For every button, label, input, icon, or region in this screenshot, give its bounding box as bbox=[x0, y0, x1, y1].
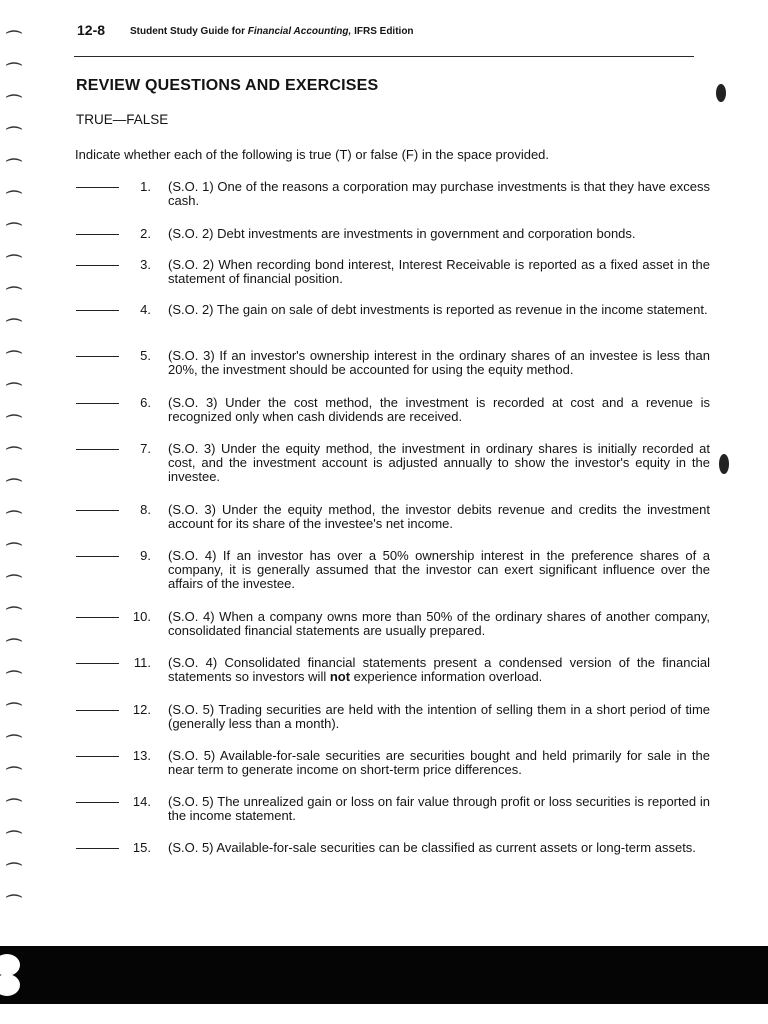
question-text: (S.O. 5) Trading securities are held with the intention of selling them in a short period of time (generally less than a month). bbox=[168, 702, 710, 731]
question-item bbox=[74, 656, 714, 696]
question-number: 9. bbox=[140, 548, 151, 563]
answer-blank[interactable] bbox=[76, 756, 119, 757]
book-title-prefix: Student Study Guide for bbox=[130, 26, 248, 37]
answer-blank[interactable] bbox=[76, 617, 119, 618]
answer-blank[interactable] bbox=[76, 510, 119, 511]
question-item bbox=[74, 610, 714, 650]
answer-blank[interactable] bbox=[76, 234, 119, 235]
punch-hole bbox=[0, 954, 20, 976]
question-item bbox=[74, 349, 714, 389]
book-title-italic: Financial Accounting, bbox=[247, 26, 352, 37]
question-item bbox=[74, 549, 714, 589]
answer-blank[interactable] bbox=[76, 556, 119, 557]
question-text: (S.O. 4) When a company owns more than 50% of the ordinary shares of another company, consolidated financial statements are usually prepared. bbox=[168, 609, 710, 638]
page-number: 12-8 bbox=[77, 22, 106, 38]
question-text: (S.O. 2) Debt investments are investments in government and corporation bonds. bbox=[168, 226, 636, 241]
question-number: 3. bbox=[140, 257, 151, 272]
question-number: 5. bbox=[140, 348, 151, 363]
question-text-part: (S.O. 4) Consolidated financial statements present a condensed version of the financial statements so investors will bbox=[168, 655, 710, 684]
question-item bbox=[74, 442, 714, 482]
scan-bottom-band bbox=[0, 946, 768, 1004]
question-item bbox=[74, 396, 714, 436]
question-number: 8. bbox=[140, 502, 151, 517]
scan-artifact bbox=[719, 454, 729, 474]
sub-title: TRUE—FALSE bbox=[76, 112, 169, 127]
question-text: (S.O. 5) Available-for-sale securities can be classified as current assets or long-term assets. bbox=[168, 840, 696, 855]
header-rule bbox=[74, 56, 694, 57]
question-text-part: experience information overload. bbox=[350, 669, 543, 684]
question-number: 1. bbox=[140, 179, 151, 194]
question-text: (S.O. 5) Available-for-sale securities are securities bought and held primarily for sale in the near term to generate income on short-term price differences. bbox=[168, 748, 710, 777]
answer-blank[interactable] bbox=[76, 449, 119, 450]
question-text: (S.O. 3) If an investor's ownership interest in the ordinary shares of an investee is less than 20%, the investment should be accounted for using the equity method. bbox=[168, 348, 710, 377]
scan-artifact bbox=[716, 84, 726, 102]
question-number: 10. bbox=[132, 609, 151, 624]
question-text: (S.O. 1) One of the reasons a corporation may purchase investments is that they have excess cash. bbox=[168, 179, 710, 208]
question-item bbox=[74, 749, 714, 789]
question-text: (S.O. 3) Under the cost method, the investment is recorded at cost and a revenue is recognized only when cash dividends are received. bbox=[168, 395, 710, 424]
page-header bbox=[77, 22, 717, 44]
question-item bbox=[74, 703, 714, 743]
instructions: Indicate whether each of the following is true (T) or false (F) in the space provided. bbox=[75, 147, 550, 162]
question-item bbox=[74, 258, 714, 298]
book-title-suffix: IFRS Edition bbox=[351, 26, 414, 37]
question-text: (S.O. 3) Under the equity method, the investment in ordinary shares is initially recorded at cost, and the investment account is adjusted annually to show the investor's equity in the investee. bbox=[168, 441, 710, 484]
question-text: (S.O. 3) Under the equity method, the investor debits revenue and credits the investment account for its share of the investee's net income. bbox=[168, 502, 710, 531]
question-text bbox=[168, 656, 710, 684]
question-item bbox=[74, 503, 714, 543]
question-number: 12. bbox=[132, 702, 151, 717]
answer-blank[interactable] bbox=[76, 265, 119, 266]
answer-blank[interactable] bbox=[76, 848, 119, 849]
question-number: 13. bbox=[132, 748, 151, 763]
question-number: 15. bbox=[132, 840, 151, 855]
question-number: 2. bbox=[140, 226, 151, 241]
question-number: 7. bbox=[140, 441, 151, 456]
book-title bbox=[130, 26, 414, 37]
question-text: (S.O. 4) If an investor has over a 50% ownership interest in the preference shares of a company, it is generally assumed that the investor can exert significant influence over the affairs of the investee. bbox=[168, 548, 710, 591]
answer-blank[interactable] bbox=[76, 310, 119, 311]
question-text: (S.O. 2) When recording bond interest, Interest Receivable is reported as a fixed asset in the statement of financial position. bbox=[168, 257, 710, 286]
question-text: (S.O. 5) The unrealized gain or loss on fair value through profit or loss securities is reported in the income statement. bbox=[168, 794, 710, 823]
answer-blank[interactable] bbox=[76, 663, 119, 664]
answer-blank[interactable] bbox=[76, 403, 119, 404]
question-text: (S.O. 2) The gain on sale of debt investments is reported as revenue in the income statement. bbox=[168, 302, 708, 317]
answer-blank[interactable] bbox=[76, 356, 119, 357]
section-title: REVIEW QUESTIONS AND EXERCISES bbox=[76, 77, 379, 94]
question-number: 14. bbox=[132, 794, 151, 809]
punch-hole bbox=[0, 974, 20, 996]
question-item bbox=[74, 795, 714, 835]
answer-blank[interactable] bbox=[76, 710, 119, 711]
question-number: 6. bbox=[140, 395, 151, 410]
question-number: 4. bbox=[140, 302, 151, 317]
answer-blank[interactable] bbox=[76, 187, 119, 188]
answer-blank[interactable] bbox=[76, 802, 119, 803]
question-number: 11. bbox=[133, 655, 151, 670]
question-item bbox=[74, 303, 714, 343]
question-text-emphasis: not bbox=[329, 669, 351, 684]
question-item bbox=[74, 180, 714, 220]
question-item bbox=[74, 841, 714, 881]
